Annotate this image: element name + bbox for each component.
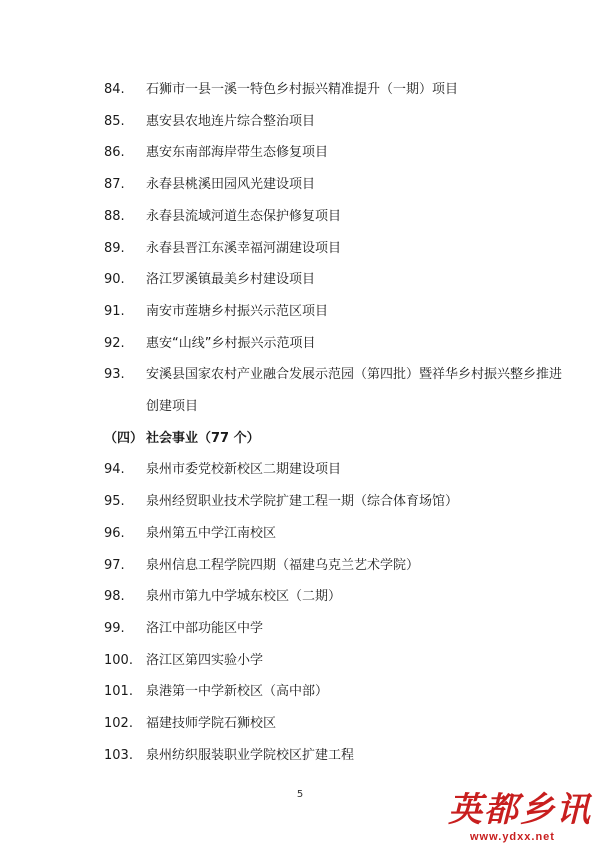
section-heading bbox=[0, 431, 600, 447]
item-text: 泉州第五中学江南校区 bbox=[146, 526, 277, 541]
list-item bbox=[0, 462, 600, 478]
watermark-logo: 英都乡讯 bbox=[448, 790, 592, 830]
item-number: 94. bbox=[104, 462, 125, 477]
section-heading-text: 社会事业（77 个） bbox=[146, 431, 260, 446]
item-number: 102. bbox=[104, 716, 133, 731]
item-text: 泉州信息工程学院四期（福建乌克兰艺术学院） bbox=[146, 558, 420, 573]
item-text: 洛江中部功能区中学 bbox=[146, 621, 264, 636]
item-number: 87. bbox=[104, 177, 125, 192]
item-number: 84. bbox=[104, 82, 125, 97]
item-number: 98. bbox=[104, 589, 125, 604]
item-text: 石狮市一县一溪一特色乡村振兴精准提升（一期）项目 bbox=[146, 82, 459, 97]
item-number: 86. bbox=[104, 145, 125, 160]
item-text: 洛江罗溪镇最美乡村建设项目 bbox=[146, 272, 316, 287]
list-item bbox=[0, 304, 600, 320]
list-item bbox=[0, 367, 600, 383]
item-text: 南安市莲塘乡村振兴示范区项目 bbox=[146, 304, 329, 319]
section-heading-number: （四） bbox=[104, 431, 144, 446]
item-number: 90. bbox=[104, 272, 125, 287]
item-number: 95. bbox=[104, 494, 125, 509]
list-item bbox=[0, 589, 600, 605]
item-text: 泉州经贸职业技术学院扩建工程一期（综合体育场馆） bbox=[146, 494, 459, 509]
item-text: 泉州市委党校新校区二期建设项目 bbox=[146, 462, 342, 477]
list-item bbox=[0, 114, 600, 130]
item-text: 惠安“山线”乡村振兴示范项目 bbox=[146, 336, 316, 351]
item-text: 福建技师学院石狮校区 bbox=[146, 716, 277, 731]
item-text: 惠安县农地连片综合整治项目 bbox=[146, 114, 316, 129]
item-text: 永春县流域河道生态保护修复项目 bbox=[146, 209, 342, 224]
list-item bbox=[0, 272, 600, 288]
item-text: 泉州纺织服装职业学院校区扩建工程 bbox=[146, 748, 355, 763]
item-text: 洛江区第四实验小学 bbox=[146, 653, 264, 668]
item-number: 92. bbox=[104, 336, 125, 351]
item-text: 永春县桃溪田园风光建设项目 bbox=[146, 177, 316, 192]
list-item bbox=[0, 748, 600, 764]
item-number: 89. bbox=[104, 241, 125, 256]
item-text: 惠安东南部海岸带生态修复项目 bbox=[146, 145, 329, 160]
item-number: 101. bbox=[104, 684, 133, 699]
list-item bbox=[0, 399, 600, 415]
list-item bbox=[0, 558, 600, 574]
list-item bbox=[0, 684, 600, 700]
item-number: 88. bbox=[104, 209, 125, 224]
list-item bbox=[0, 145, 600, 161]
item-number: 100. bbox=[104, 653, 133, 668]
item-number: 97. bbox=[104, 558, 125, 573]
list-item bbox=[0, 241, 600, 257]
item-number: 91. bbox=[104, 304, 125, 319]
item-number: 103. bbox=[104, 748, 133, 763]
list-item bbox=[0, 653, 600, 669]
list-item bbox=[0, 82, 600, 98]
item-text: 安溪县国家农村产业融合发展示范园（第四批）暨祥华乡村振兴整乡推进 bbox=[146, 367, 563, 382]
page-number: 5 bbox=[296, 789, 304, 800]
item-number: 96. bbox=[104, 526, 125, 541]
list-item bbox=[0, 621, 600, 637]
item-number: 85. bbox=[104, 114, 125, 129]
watermark-url: www.ydxx.net bbox=[470, 831, 555, 843]
item-text: 泉港第一中学新校区（高中部） bbox=[146, 684, 329, 699]
item-text: 创建项目 bbox=[146, 399, 199, 414]
list-item bbox=[0, 209, 600, 225]
item-number: 93. bbox=[104, 367, 125, 382]
list-item bbox=[0, 494, 600, 510]
item-text: 泉州市第九中学城东校区（二期） bbox=[146, 589, 342, 604]
item-text: 永春县晋江东溪幸福河湖建设项目 bbox=[146, 241, 342, 256]
list-item bbox=[0, 526, 600, 542]
list-item bbox=[0, 336, 600, 352]
list-item bbox=[0, 716, 600, 732]
list-item bbox=[0, 177, 600, 193]
item-number: 99. bbox=[104, 621, 125, 636]
